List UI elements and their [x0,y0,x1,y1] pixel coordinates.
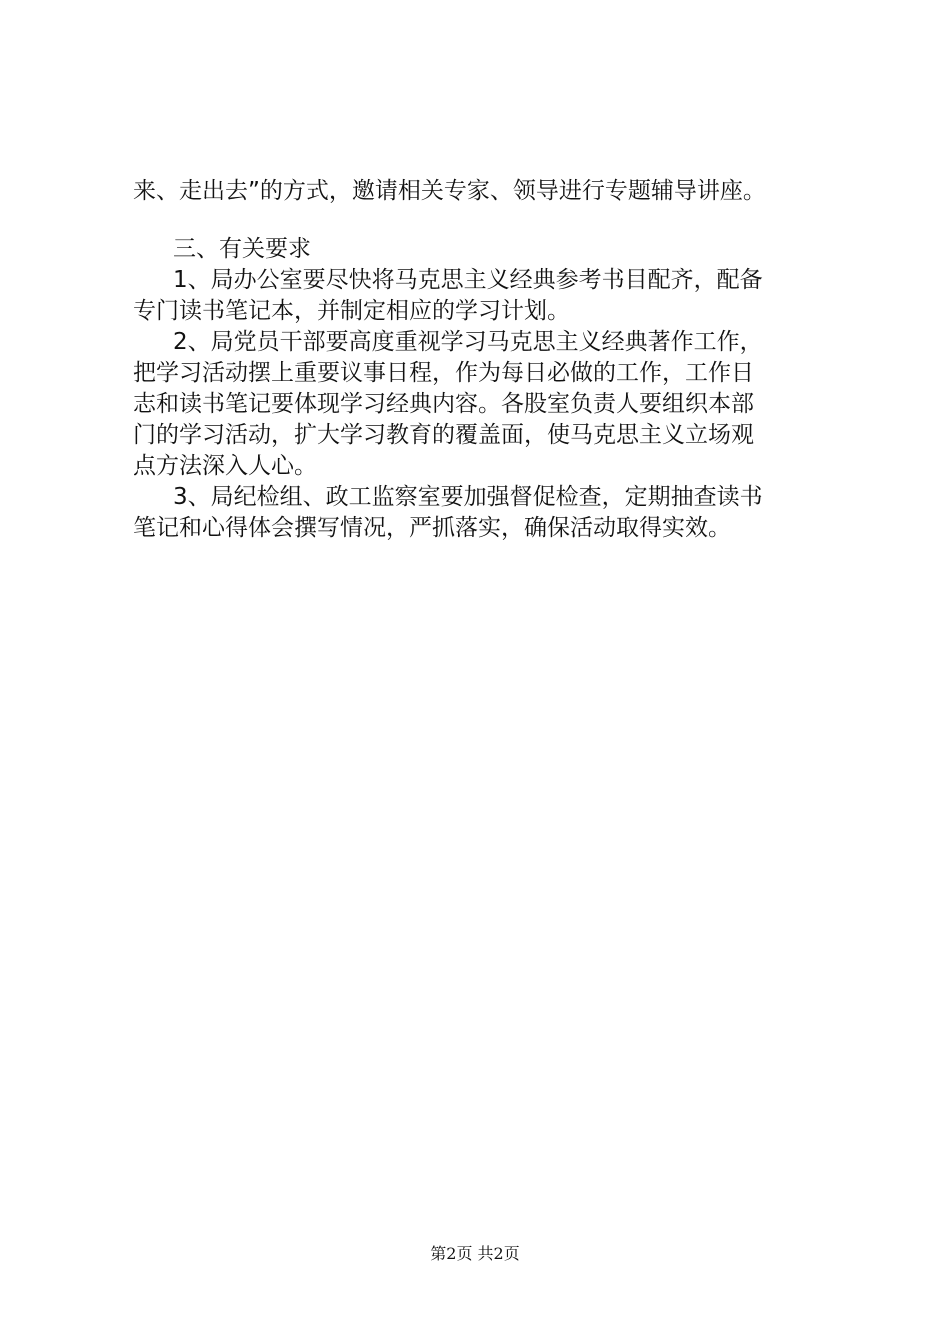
item-2-line-3: 志和读书笔记要体现学习经典内容。各股室负责人要组织本部 [133,391,754,417]
item-3-line-2: 笔记和心得体会撰写情况，严抓落实，确保活动取得实效。 [133,515,731,541]
page-footer [0,1244,950,1264]
requirement-item-2 [133,327,853,482]
document-body [133,176,853,544]
requirement-item-1 [133,265,853,327]
requirement-item-3 [133,482,853,544]
item-3-line-1: 3、局纪检组、政工监察室要加强督促检查，定期抽查读书 [173,484,763,510]
item-2-line-1: 2、局党员干部要高度重视学习马克思主义经典著作工作， [173,329,763,355]
item-2-line-4: 门的学习活动，扩大学习教育的覆盖面，使马克思主义立场观 [133,422,754,448]
item-2-line-5: 点方法深入人心。 [133,453,317,479]
continuation-line: 来、走出去”的方式，邀请相关专家、领导进行专题辅导讲座。 [133,178,766,204]
section-heading: 三、有关要求 [173,236,311,262]
item-1-line-2: 专门读书笔记本，并制定相应的学习计划。 [133,298,570,324]
page-number-label: 第2页 共2页 [430,1244,520,1263]
paragraph-gap [133,207,853,234]
item-2-line-2: 把学习活动摆上重要议事日程，作为每日必做的工作，工作日 [133,360,754,386]
item-1-line-1: 1、局办公室要尽快将马克思主义经典参考书目配齐，配备 [173,267,763,293]
